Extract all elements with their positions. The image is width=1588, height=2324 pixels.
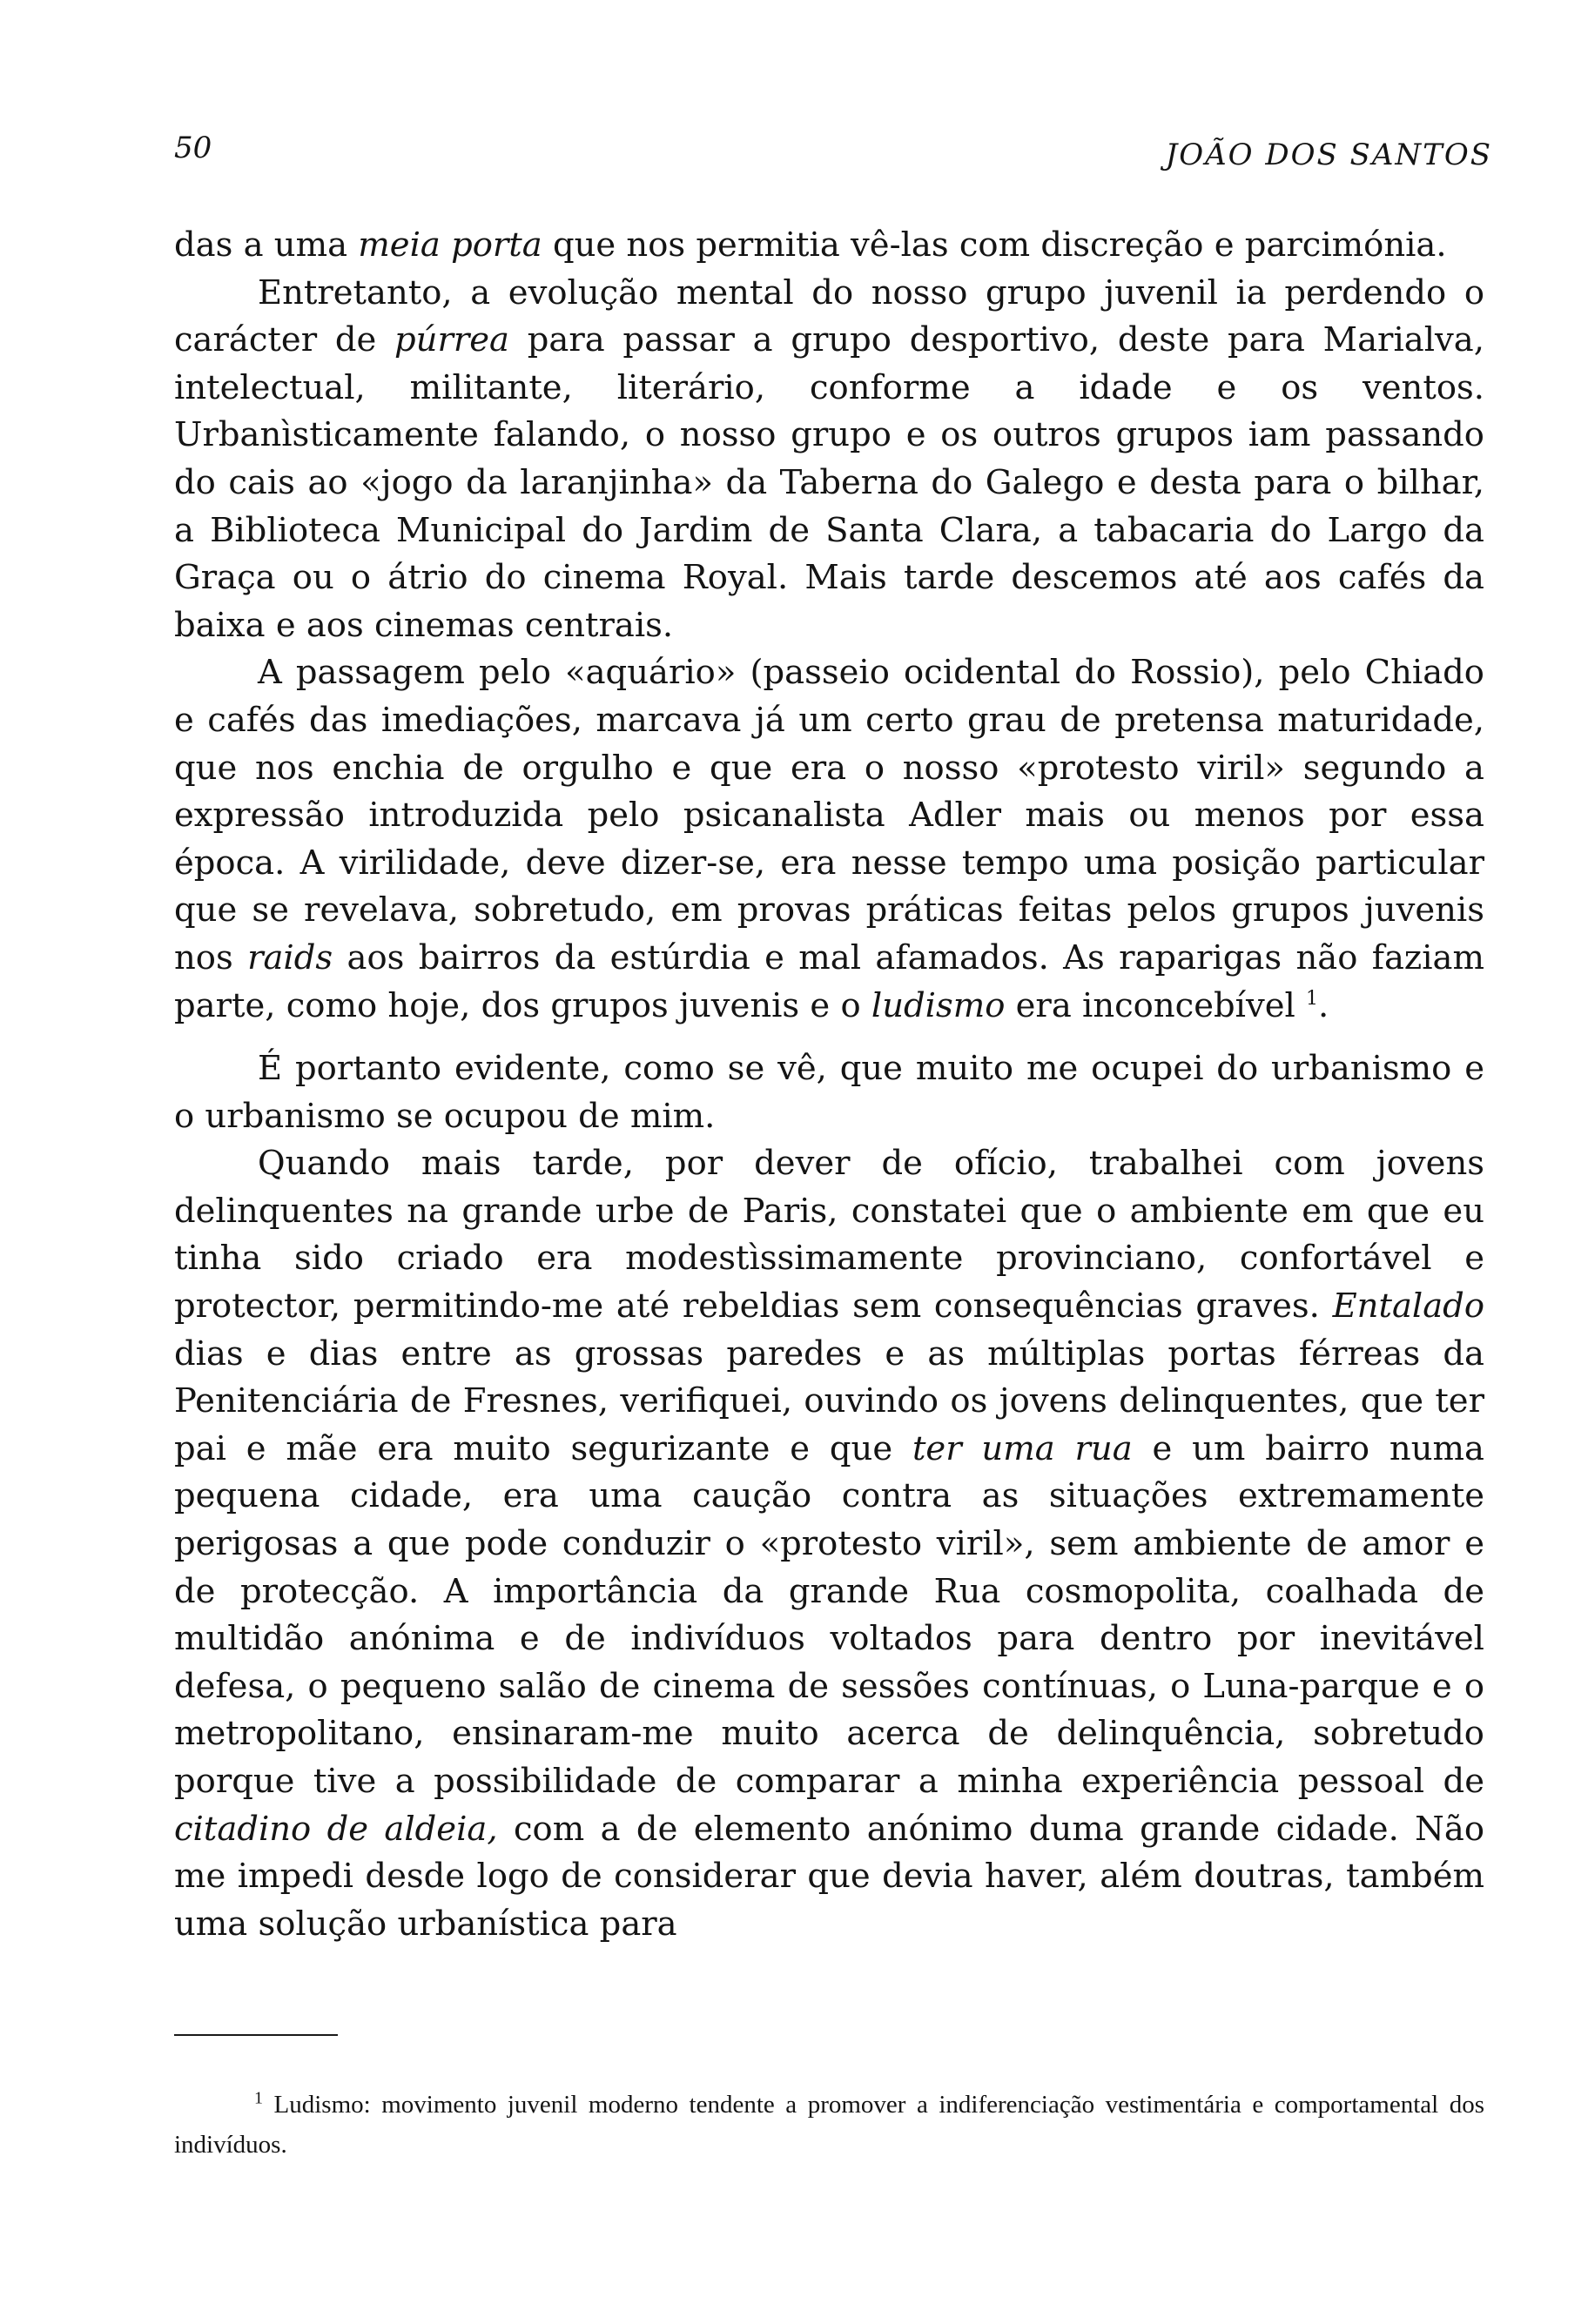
text-segment: dias e dias entre as grossas paredes e as múltiplas portas férreas da Penitenciária de Fresnes, verifiquei, ouvindo os jovens delinquentes, que ter pai e mãe era muito segurizante e que [174,1333,1484,1468]
text-segment: A passagem pelo «aquário» (passeio ocidental do Rossio), pelo Chiado e cafés das imediações, marcava já um certo grau de pretensa maturidade, que nos enchia de orgulho e que era o nosso «protesto viril» segundo a expressão introduzida pelo psicanalista Adler mais ou menos por essa época. A virilidade, deve dizer-se, era nesse tempo uma posição particular que se revelava, sobretudo, em provas práticas feitas pelos grupos juvenis nos [174,653,1484,977]
italic-text: Entalado [1332,1286,1484,1327]
italic-text: ludismo [871,985,1006,1025]
italic-text: ter uma rua [912,1428,1133,1468]
paragraph-p1 [174,222,1484,270]
italic-text: meia porta [358,225,542,265]
italic-text: raids [247,937,333,977]
text-segment: que nos permitia vê-las com discreção e parcimónia. [542,225,1447,265]
italic-text: citadino de aldeia, [174,1809,498,1849]
paragraph-p2 [174,270,1484,650]
footnote-reference: 1 [1306,987,1319,1010]
running-head: JOÃO DOS SANTOS [1165,138,1492,172]
text-segment: com a de elemento anónimo duma grande cidade. Não me impedi desde logo de considerar que devia haver, além doutras, também uma solução urbanística para [174,1809,1484,1944]
body-text [174,222,1484,1948]
text-segment: era inconcebível [1005,985,1307,1025]
italic-text: púrrea [394,320,509,360]
footnote [174,2085,1484,2165]
footnote-marker: 1 [254,2088,263,2108]
text-segment: e um bairro numa pequena cidade, era uma caução contra as situações extremamente perigosas a que pode conduzir o «protesto viril», sem ambiente de amor e de protecção. A importância da grande Rua cosmopolita, coalhada de multidão anónima e de indivíduos voltados para dentro por inevitável defesa, o pequeno salão de cinema de sessões contínuas, o Luna-parque e o metropolitano, ensinaram-me muito acerca de delinquência, sobretudo porque tive a possibilidade de comparar a minha experiência pessoal de [174,1428,1484,1801]
text-segment: . [1318,985,1329,1025]
text-segment: das a uma [174,225,359,265]
page-number: 50 [174,131,212,165]
text-segment: Entretanto, a evolução mental do nosso grupo juvenil ia perdendo o carácter de [174,272,1484,360]
text-segment: Quando mais tarde, por dever de ofício, trabalhei com jovens delinquentes na grande urbe de Paris, constatei que o ambiente em que eu tinha sido criado era modestìssimamente provinciano, confortável e protector, permitindo-me até rebeldias sem consequências graves. [174,1144,1484,1327]
footnote-divider [174,2034,338,2036]
text-segment: É portanto evidente, como se vê, que muito me ocupei do urbanismo e o urbanismo se ocupou de mim. [174,1049,1484,1136]
paragraph-p5 [174,1140,1484,1948]
paragraph-p4 [174,1045,1484,1140]
text-segment: aos bairros da estúrdia e mal afamados. As raparigas não faziam parte, como hoje, dos grupos juvenis e o [174,937,1484,1025]
paragraph-p3 [174,649,1484,1030]
footnote-text: Ludismo: movimento juvenil moderno tendente a promover a indiferenciação vestimentária e comportamental dos indivíduos. [174,2091,1484,2159]
text-segment: para passar a grupo desportivo, deste para Marialva, intelectual, militante, literário, conforme a idade e os ventos. Urbanìsticamente falando, o nosso grupo e os outros grupos iam passando do cais ao «jogo da laranjinha» da Taberna do Galego e desta para o bilhar, a Biblioteca Municipal do Jardim de Santa Clara, a tabacaria do Largo da Graça ou o átrio do cinema Royal. Mais tarde descemos até aos cafés da baixa e aos cinemas centrais. [174,320,1484,645]
page-header [174,131,1492,183]
